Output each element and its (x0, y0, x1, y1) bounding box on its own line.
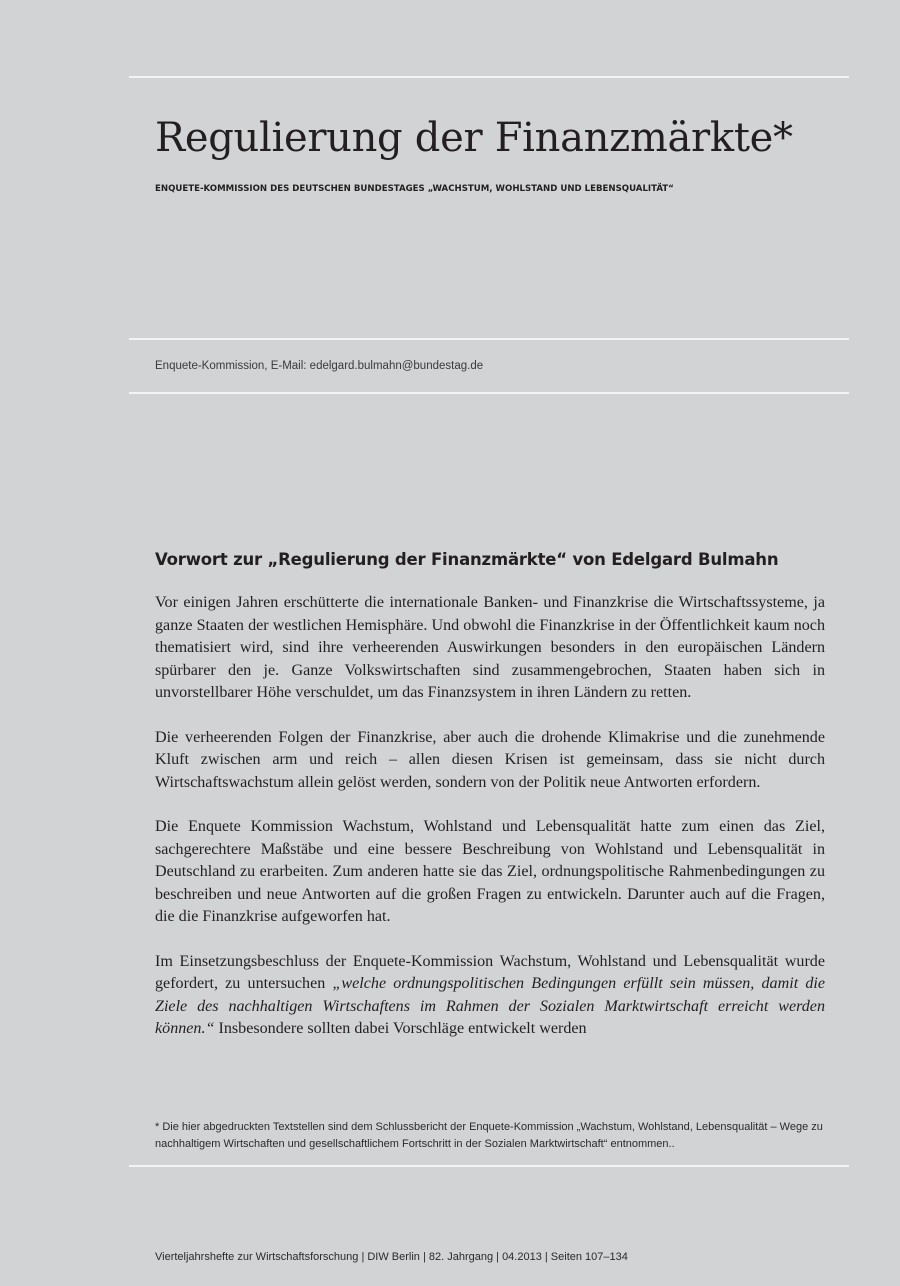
contact-email-link[interactable]: edelgard.bulmahn@bundestag.de (309, 360, 484, 372)
contact-top-rule (129, 338, 849, 340)
page-title: Regulierung der Finanzmärkte* (155, 115, 793, 161)
paragraph-4-quote: „welche ordnungspolitischen Bedingungen erfüllt sein müssen, damit die Ziele des nachhaltigen Wirtschaftens im Rahmen der Sozialen Marktwirtschaft erreicht werden können.“ (155, 975, 825, 1037)
contact-bottom-rule (129, 392, 849, 394)
contact-label: Enquete-Kommission, E-Mail: (155, 360, 310, 372)
page-footer: Vierteljahrshefte zur Wirtschaftsforschung | DIW Berlin | 82. Jahrgang | 04.2013 | Seiten 107–134 (155, 1251, 628, 1263)
subtitle: ENQUETE-KOMMISSION DES DEUTSCHEN BUNDESTAGES „WACHSTUM, WOHLSTAND UND LEBENSQUALITÄT“ (155, 184, 674, 194)
body-text (155, 592, 825, 1063)
contact-line (155, 357, 755, 375)
paragraph-4 (155, 951, 825, 1041)
paragraph-3: Die Enquete Kommission Wachstum, Wohlstand und Lebensqualität hatte zum einen das Ziel, sachgerechtere Maßstäbe und eine bessere Beschreibung von Wohlstand und Lebensqualität in Deutschland zu erarbeiten. Zum anderen hatte sie das Ziel, ordnungspolitische Rahmenbedingungen zu beschreiben und neue Antworten auf die großen Fragen zu entwickeln. Darunter auch auf die Fragen, die die Finanzkrise aufgeworfen hat. (155, 818, 825, 925)
top-rule (129, 76, 849, 78)
paragraph-4-lead: Im Einsetzungsbeschluss der Enquete-Kommission Wachstum, Wohlstand und Lebensqualität wurde gefordert, zu untersuchen (155, 952, 825, 992)
section-heading: Vorwort zur „Regulierung der Finanzmärkte“ von Edelgard Bulmahn (155, 550, 779, 569)
footnote-bottom-rule (129, 1165, 849, 1167)
paragraph-1: Vor einigen Jahren erschütterte die internationale Banken- und Finanzkrise die Wirtschaftssysteme, ja ganze Staaten der westlichen Hemisphäre. Und obwohl die Finanzkrise in der Öffentlichkeit kaum noch thematisiert wird, sind ihre verheerenden Auswirkungen besonders in den europäischen Ländern spürbarer den je. Ganze Volkswirtschaften sind zusammengebrochen, Staaten haben sich in unvorstellbarer Höhe verschuldet, um das Finanzsystem in ihren Ländern zu retten. (155, 594, 825, 701)
paragraph-4-tail: Insbesondere sollten dabei Vorschläge entwickelt werden (214, 1020, 587, 1037)
paragraph-2: Die verheerenden Folgen der Finanzkrise, aber auch die drohende Klimakrise und die zunehmende Kluft zwischen arm und reich – allen diesen Krisen ist gemeinsam, dass sie nicht durch Wirtschaftswachstum allein gelöst werden, sondern von der Politik neue Antworten erfordern. (155, 728, 825, 791)
footnote: * Die hier abgedruckten Textstellen sind dem Schlussbericht der Enquete-Kommission „Wachstum, Wohlstand, Lebensqualität – Wege zu nachhaltigem Wirtschaften und gesellschaftlichem Fortschritt in der Sozialen Marktwirtschaft“ entnommen.. (155, 1121, 823, 1150)
